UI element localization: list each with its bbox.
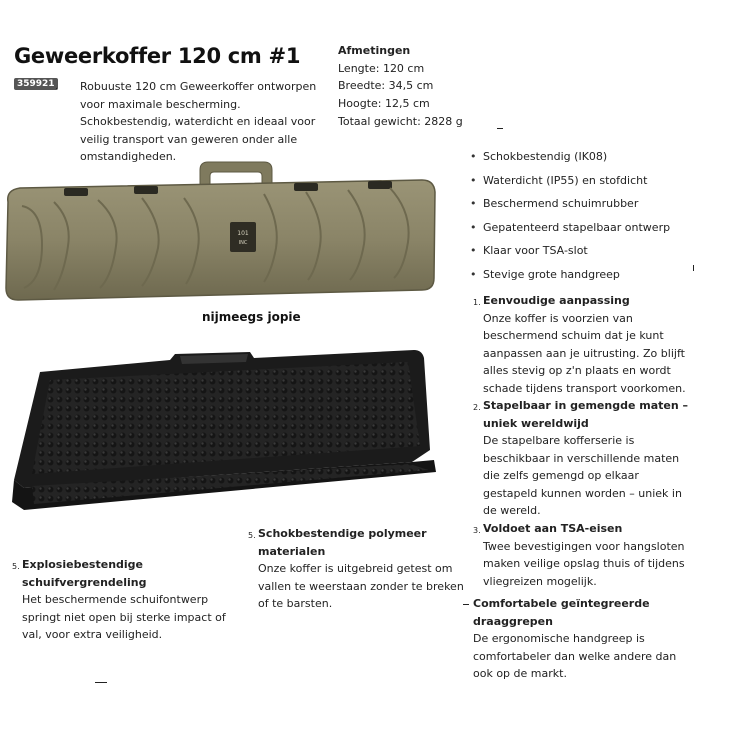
bullet-item: • Gepatenteerd stapelbaar ontwerp xyxy=(470,218,670,242)
feature-heading: uniek wereldwijd xyxy=(483,416,589,430)
feature-line: schade tijdens transport voorkomen. xyxy=(483,381,686,395)
closed-case-image xyxy=(2,150,440,310)
article-code-badge: 359921 xyxy=(14,78,58,90)
feature-line: Het beschermende schuifontwerp xyxy=(22,593,209,606)
feature-line: springt niet open bij sterke impact of xyxy=(22,610,226,624)
page-title: Geweerkoffer 120 cm #1 xyxy=(14,44,301,68)
feature-item xyxy=(12,556,237,644)
feature-line: die zelfs gemengd op elkaar xyxy=(483,469,639,482)
feature-line: aanpassen aan je uitrusting. Zo blijft xyxy=(483,346,685,360)
feature-line: Twee bevestigingen voor hangsloten xyxy=(483,539,685,553)
feature-item xyxy=(473,397,743,520)
bullet-item: • Klaar voor TSA-slot xyxy=(470,241,670,265)
feature-heading: materialen xyxy=(258,544,326,558)
feature-heading: schuifvergrendeling xyxy=(22,575,147,589)
feature-line: Onze koffer is voorzien van xyxy=(483,311,633,325)
image-caption: nijmeegs jopie xyxy=(202,310,301,324)
intro-line: Schokbestendig, waterdicht en ideaal voor xyxy=(80,115,316,128)
bullet-item: • Schokbestendig (IK08) xyxy=(470,147,670,171)
feature-heading: Schokbestendige polymeer xyxy=(258,527,427,540)
feature-heading: Comfortabele geïntegreerde xyxy=(473,597,650,610)
intro-line: voor maximale bescherming. xyxy=(80,97,241,111)
feature-line: val, voor extra veiligheid. xyxy=(22,628,163,641)
feature-item xyxy=(473,520,743,590)
feature-line: alles stevig op z'n plaats en wordt xyxy=(483,364,671,377)
case-badge-text: 101 xyxy=(237,230,249,237)
intro-line: veilig transport van geweren onder alle xyxy=(80,132,298,146)
feature-number: 1. xyxy=(473,298,481,307)
feature-number: 5. xyxy=(12,562,20,571)
case-badge-subtext: INC xyxy=(238,240,248,246)
feature-line: ook op de markt. xyxy=(473,667,567,680)
feature-heading: Stapelbaar in gemengde maten – xyxy=(483,399,689,412)
feature-line: comfortabeler dan welke andere dan xyxy=(473,649,677,663)
feature-line: vliegreizen mogelijk. xyxy=(483,574,597,588)
feature-line: beschermend schuim dat je kunt xyxy=(483,329,664,342)
dimension-length: Lengte: 120 cm xyxy=(338,61,425,75)
feature-line: gestapeld kunnen worden – uniek in xyxy=(483,486,682,500)
dimension-width: Breedte: 34,5 cm xyxy=(338,79,434,92)
feature-heading: Eenvoudige aanpassing xyxy=(483,294,630,307)
feature-line: maken veilige opslag thuis of tijdens xyxy=(483,557,685,570)
feature-heading: Voldoet aan TSA-eisen xyxy=(483,522,623,535)
intro-line: Robuuste 120 cm Geweerkoffer ontworpen xyxy=(80,80,317,93)
feature-line: de wereld. xyxy=(483,504,541,517)
feature-line: Onze koffer is uitgebreid getest om xyxy=(258,562,453,575)
feature-item xyxy=(248,525,473,613)
feature-heading: Explosiebestendige xyxy=(22,558,143,571)
bullet-item: • Stevige grote handgreep xyxy=(470,265,670,289)
total-weight: Totaal gewicht: 2828 g xyxy=(338,115,463,128)
code-dot: . xyxy=(55,82,58,92)
feature-line: De stapelbare kofferserie is xyxy=(483,434,635,447)
dimensions-block xyxy=(338,42,433,112)
feature-bullet-list xyxy=(470,147,670,288)
open-case-image xyxy=(10,350,438,515)
bullet-item: • Beschermend schuimrubber xyxy=(470,194,670,218)
feature-number: 5. xyxy=(248,531,256,540)
feature-line: De ergonomische handgreep is xyxy=(473,632,645,645)
feature-number: 3. xyxy=(473,526,481,535)
feature-heading: draaggrepen xyxy=(473,614,553,628)
bottom-divider-mark xyxy=(95,682,107,683)
dimension-height: Hoogte: 12,5 cm xyxy=(338,96,430,110)
dimensions-heading: Afmetingen xyxy=(338,44,411,57)
feature-number: 2. xyxy=(473,403,481,412)
intro-line: omstandigheden. xyxy=(80,150,177,163)
edge-mark xyxy=(693,265,694,271)
feature-item xyxy=(463,595,743,683)
feature-line: of te barsten. xyxy=(258,597,333,610)
feature-line: vallen te weerstaan zonder te breken xyxy=(258,579,464,593)
divider-mark xyxy=(497,128,503,129)
feature-item xyxy=(473,292,743,397)
feature-line: beschikbaar in verschillende maten xyxy=(483,451,680,465)
bullet-item: • Waterdicht (IP55) en stofdicht xyxy=(470,171,670,195)
